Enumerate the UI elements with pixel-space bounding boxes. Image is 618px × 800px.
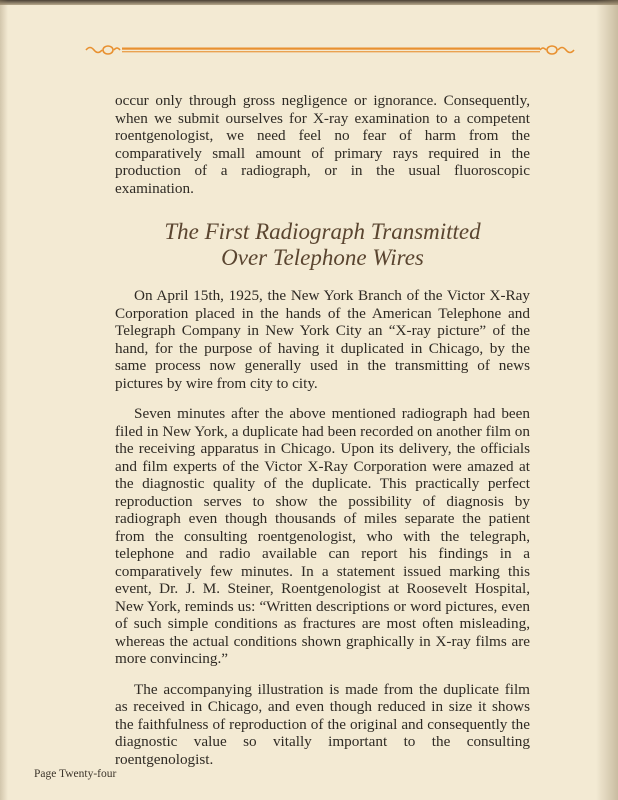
page-left-shadow <box>0 0 8 800</box>
right-ornament-icon <box>540 46 574 54</box>
ornament-rule-top-line <box>122 48 540 50</box>
ornament-rule-bottom-line <box>122 51 540 52</box>
intro-paragraph: occur only through gross negligence or ignorance. Consequently, when we submit ourselves for X-ray examination to a competent roentgenologist, we need feel no fear of harm from the comparatively small amount of primary rays required in the production of a radiograph, or in the usual fluoroscopic examination. <box>115 92 530 197</box>
article-body <box>115 92 530 781</box>
left-ornament-icon <box>86 46 120 54</box>
header-ornament-rule <box>0 40 618 60</box>
section-heading-line-2: Over Telephone Wires <box>221 245 424 270</box>
section-heading <box>115 219 530 271</box>
body-paragraph-3: The accompanying illustration is made from the duplicate film as received in Chicago, and even though reduced in size it shows the faithfulness of reproduction of the original and consequently the diagnostic value so vitally important to the consulting roentgenologist. <box>115 680 530 768</box>
body-paragraph-2: Seven minutes after the above mentioned radiograph had been filed in New York, a duplicate had been recorded on another film on the receiving apparatus in Chicago. Upon its delivery, the officials and film experts of the Victor X-Ray Corporation were amazed at the diagnostic quality of the duplicate. This practically perfect reproduction serves to show the possibility of diagnosis by radiograph even though thousands of miles separate the patient from the consulting roentgenologist, who with the telegraph, telephone and radio available can report his findings in a comparatively few minutes. In a statement issued marking this event, Dr. J. M. Steiner, Roentgenologist at Roosevelt Hospital, New York, reminds us: “Written descriptions or word pictures, even of such simple conditions as fractures are most often misleading, whereas the actual conditions shown graphically in X-ray films are more convincing.” <box>115 405 530 667</box>
page-number-footer: Page Twenty-four <box>34 768 117 780</box>
page-right-shadow <box>596 0 618 800</box>
body-paragraph-1: On April 15th, 1925, the New York Branch of the Victor X-Ray Corporation placed in the hands of the American Telephone and Telegraph Company in New York City an “X-ray picture” of the hand, for the purpose of having it duplicated in Chicago, by the same process now generally used in the transmitting of news pictures by wire from city to city. <box>115 287 530 392</box>
section-heading-line-1: The First Radiograph Transmitted <box>164 219 481 244</box>
page-top-edge <box>0 0 618 5</box>
